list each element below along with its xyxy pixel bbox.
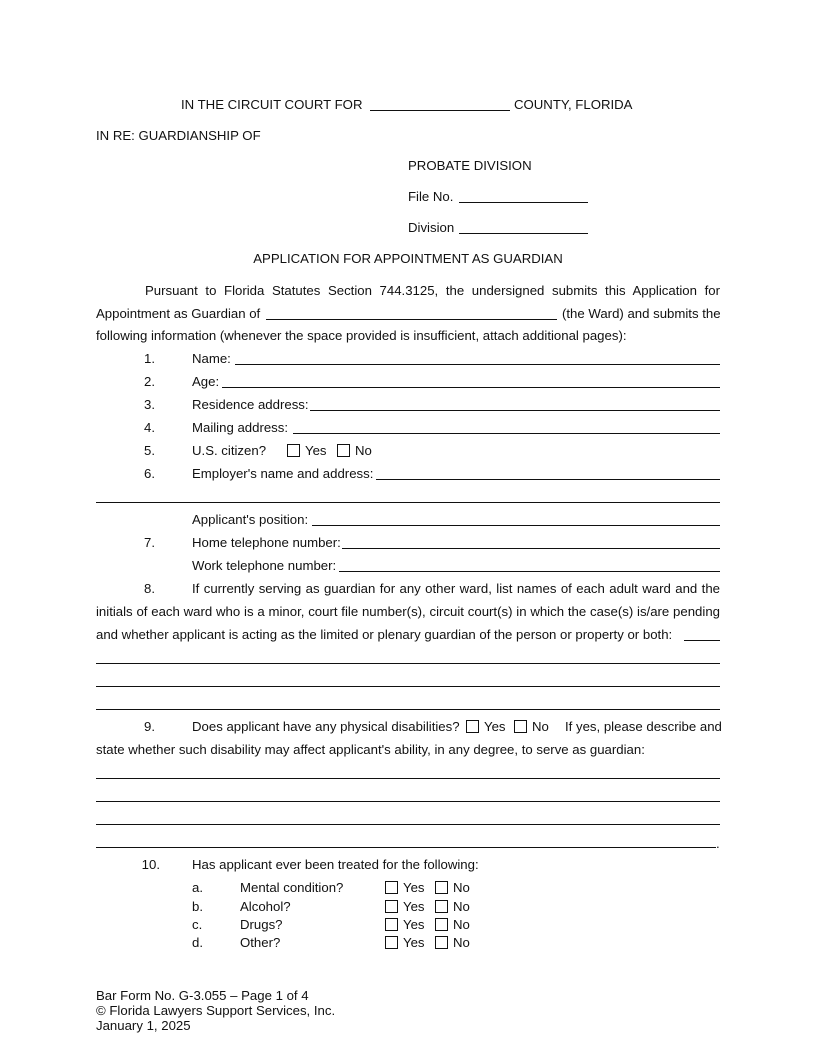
disabilities-field-1[interactable]	[96, 778, 720, 779]
item-8-number: 8.	[144, 581, 155, 596]
county-field[interactable]	[370, 110, 510, 111]
disabilities-line-2: state whether such disability may affect applicant's ability, in any degree, to serve as guardian:	[96, 742, 645, 757]
item-8-line-1: If currently serving as guardian for any other ward, list names of each adult ward and the	[192, 581, 720, 596]
applicant-position-field[interactable]	[312, 525, 720, 526]
item-6-number: 6.	[144, 466, 155, 481]
name-field[interactable]	[235, 364, 720, 365]
us-citizen-no-option[interactable]: No	[337, 443, 372, 459]
drugs-yes-checkbox[interactable]	[385, 918, 398, 931]
alcohol-no-option[interactable]: No	[435, 899, 470, 915]
disabilities-yes-option[interactable]: Yes	[466, 719, 506, 735]
intro-line-2a: Appointment as Guardian of	[96, 306, 261, 321]
intro-line-2b: (the Ward) and submits the	[562, 306, 721, 321]
applicant-position-label: Applicant's position:	[192, 512, 309, 527]
drugs-no-checkbox[interactable]	[435, 918, 448, 931]
mailing-address-field[interactable]	[293, 433, 720, 434]
footer-form-number: Bar Form No. G-3.055 – Page 1 of 4	[96, 988, 309, 1003]
disabilities-period: .	[716, 836, 720, 851]
us-citizen-label: U.S. citizen?	[192, 443, 267, 458]
intro-line-1: Pursuant to Florida Statutes Section 744.3125, the undersigned submits this Application for	[145, 283, 720, 298]
sub-c-letter: c.	[192, 917, 203, 932]
alcohol-yes-option[interactable]: Yes	[385, 899, 425, 915]
item-3-number: 3.	[144, 397, 155, 412]
item-10-number: 10.	[141, 857, 160, 872]
disabilities-label: Does applicant have any physical disabilities?	[192, 719, 460, 734]
us-citizen-yes-checkbox[interactable]	[287, 444, 300, 457]
disabilities-tail: If yes, please describe and	[565, 719, 722, 734]
item-4-number: 4.	[144, 420, 155, 435]
us-citizen-yes-option[interactable]: Yes	[287, 443, 327, 459]
mental-condition-label: Mental condition?	[240, 880, 344, 895]
drugs-label: Drugs?	[240, 917, 283, 932]
other-wards-line-2[interactable]	[96, 663, 720, 664]
item-8-line-3: and whether applicant is acting as the limited or plenary guardian of the person or property or both:	[96, 627, 673, 642]
court-heading-suffix: COUNTY, FLORIDA	[514, 97, 633, 112]
other-yes-option[interactable]: Yes	[385, 935, 425, 951]
division-label: PROBATE DIVISION	[408, 158, 532, 173]
employer-field[interactable]	[376, 479, 720, 480]
mailing-address-label: Mailing address:	[192, 420, 289, 435]
home-phone-label: Home telephone number:	[192, 535, 341, 550]
mental-no-checkbox[interactable]	[435, 881, 448, 894]
division-field[interactable]	[459, 233, 588, 234]
mental-yes-option[interactable]: Yes	[385, 880, 425, 896]
in-re-line: IN RE: GUARDIANSHIP OF	[96, 128, 261, 143]
employer-label: Employer's name and address:	[192, 466, 374, 481]
intro-line-3: following information (whenever the space provided is insufficient, attach additional pages):	[96, 328, 627, 343]
disabilities-no-checkbox[interactable]	[514, 720, 527, 733]
employer-field-line-2[interactable]	[96, 502, 720, 503]
sub-a-letter: a.	[192, 880, 203, 895]
division-field-label: Division	[408, 220, 455, 235]
treatment-label: Has applicant ever been treated for the following:	[192, 857, 479, 872]
item-2-number: 2.	[144, 374, 155, 389]
form-title: APPLICATION FOR APPOINTMENT AS GUARDIAN	[253, 251, 563, 266]
alcohol-label: Alcohol?	[240, 899, 291, 914]
age-field[interactable]	[222, 387, 720, 388]
other-wards-line-4[interactable]	[96, 709, 720, 710]
us-citizen-no-checkbox[interactable]	[337, 444, 350, 457]
disabilities-yes-checkbox[interactable]	[466, 720, 479, 733]
item-1-number: 1.	[144, 351, 155, 366]
footer-date: January 1, 2025	[96, 1018, 191, 1033]
court-heading: IN THE CIRCUIT COURT FOR	[181, 97, 363, 112]
work-phone-label: Work telephone number:	[192, 558, 337, 573]
item-7-number: 7.	[144, 535, 155, 550]
ward-name-field[interactable]	[266, 319, 557, 320]
other-no-option[interactable]: No	[435, 935, 470, 951]
alcohol-yes-checkbox[interactable]	[385, 900, 398, 913]
file-no-field[interactable]	[459, 202, 588, 203]
disabilities-no-option[interactable]: No	[514, 719, 549, 735]
item-5-number: 5.	[144, 443, 155, 458]
footer-copyright: © Florida Lawyers Support Services, Inc.	[96, 1003, 336, 1018]
residence-address-field[interactable]	[310, 410, 720, 411]
item-8-line-2: initials of each ward who is a minor, court file number(s), circuit court(s) in which the case(s) is/are pending	[96, 604, 720, 619]
mental-no-option[interactable]: No	[435, 880, 470, 896]
item-9-number: 9.	[144, 719, 155, 734]
age-label: Age:	[192, 374, 220, 389]
alcohol-no-checkbox[interactable]	[435, 900, 448, 913]
drugs-yes-option[interactable]: Yes	[385, 917, 425, 933]
mental-yes-checkbox[interactable]	[385, 881, 398, 894]
disabilities-field-4[interactable]	[96, 847, 716, 848]
disabilities-field-3[interactable]	[96, 824, 720, 825]
sub-d-letter: d.	[192, 935, 203, 950]
home-phone-field[interactable]	[342, 548, 720, 549]
drugs-no-option[interactable]: No	[435, 917, 470, 933]
other-wards-line-3[interactable]	[96, 686, 720, 687]
residence-address-label: Residence address:	[192, 397, 309, 412]
other-label: Other?	[240, 935, 281, 950]
work-phone-field[interactable]	[339, 571, 720, 572]
other-yes-checkbox[interactable]	[385, 936, 398, 949]
other-no-checkbox[interactable]	[435, 936, 448, 949]
name-label: Name:	[192, 351, 231, 366]
disabilities-field-2[interactable]	[96, 801, 720, 802]
other-wards-field[interactable]	[684, 640, 720, 641]
sub-b-letter: b.	[192, 899, 203, 914]
file-no-label: File No.	[408, 189, 454, 204]
